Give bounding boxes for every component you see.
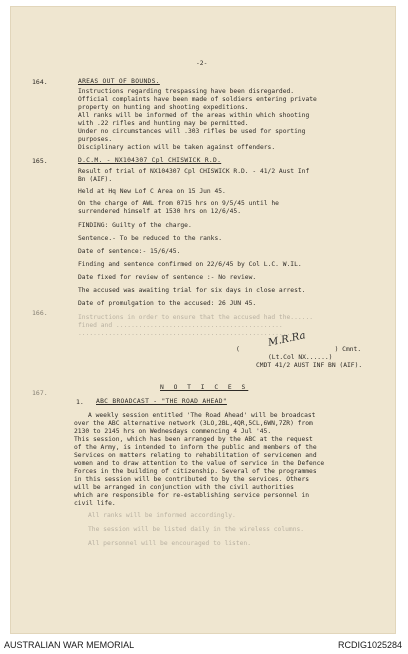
footer-institution: AUSTRALIAN WAR MEMORIAL <box>4 640 135 650</box>
body-line: Held at Hq New Lof C Area on 15 Jun 45. <box>78 188 226 195</box>
faded-line: All ranks will be informed accordingly. <box>88 512 236 519</box>
body-line: Result of trial of NX104307 Cpl CHISWICK R.D. - 41/2 Aust Inf <box>78 168 310 175</box>
faded-line: All personnel will be encouraged to listen. <box>88 540 252 547</box>
faded-line: Instructions in order to ensure that the accused had the...... <box>78 314 314 321</box>
signature-line-1: ( ) Cmnt. <box>236 346 362 353</box>
notice-line: over the ABC alternative network (3LO,2BL,4QR,5CL,6WN,7ZR) from <box>74 420 313 427</box>
body-line: Official complaints have been made of soldiers entering private <box>78 96 317 103</box>
signature-line-2: (Lt.Col NX......) <box>268 354 333 361</box>
notices-title: N O T I C E S <box>160 384 249 391</box>
notice-line: women and to draw attention to the value of service in the Defence <box>74 460 325 467</box>
body-line: Sentence.- To be reduced to the ranks. <box>78 235 223 242</box>
signature-line-3: CMDT 41/2 AUST INF BN (AIF). <box>256 362 363 369</box>
notice-line: of the Army, is intended to inform the public and members of the <box>74 444 317 451</box>
finding-line: FINDING: Guilty of the charge. <box>78 222 192 229</box>
notice-number-1: 1. <box>76 398 84 406</box>
faded-line: fined and ............................................ <box>78 322 283 329</box>
section-heading-dcm: D.C.M. - NX104307 Cpl CHISWICK R.D. <box>78 157 222 164</box>
body-line: Date of promulgation to the accused: 26 JUN 45. <box>78 300 257 307</box>
body-line: Under no circumstances will .303 rifles be used for sporting <box>78 128 306 135</box>
body-line: with .22 rifles and hunting may be permitted. <box>78 120 249 127</box>
body-line: The accused was awaiting trial for six days in close arrest. <box>78 287 306 294</box>
notice-line: A weekly session entitled 'The Road Ahead' will be broadcast <box>88 412 316 419</box>
notice-line: civil life. <box>74 500 116 507</box>
body-line: On the charge of AWL from 0715 hrs on 9/5/45 until he <box>78 200 279 207</box>
notice-line: 2130 to 2145 hrs on Wednesdays commencing 4 Jul '45. <box>74 428 272 435</box>
body-line: surrendered himself at 1530 hrs on 12/6/45. <box>78 208 242 215</box>
notice-line: This session, which has been arranged by the ABC at the request <box>74 436 313 443</box>
body-line: Bn (AIF). <box>78 176 113 183</box>
body-line: property on hunting and shooting expeditions. <box>78 104 249 111</box>
notice-line: Services on matters relating to rehabilitation of servicemen and <box>74 452 317 459</box>
body-line: Finding and sentence confirmed on 22/6/45 by Col L.C. W.IL. <box>78 261 302 268</box>
page-marker: -2- <box>196 60 208 67</box>
archive-footer <box>0 636 408 654</box>
body-line: Disciplinary action will be taken against offenders. <box>78 144 276 151</box>
body-line: Instructions regarding trespassing have been disregarded. <box>78 88 295 95</box>
notice-line: Forces in the building of citizenship. Several of the programmes <box>74 468 317 475</box>
faded-line: The session will be listed daily in the wireless columns. <box>88 526 305 533</box>
footer-record-id: RCDIG1025284 <box>337 640 402 650</box>
paragraph-number-164: 164. <box>32 78 48 86</box>
handwritten-signature: M.R.Ra <box>267 330 307 349</box>
notice-line: in this session will be contributed to by the services. Others <box>74 476 310 483</box>
body-line: Date fixed for review of sentence :- No review. <box>78 274 257 281</box>
body-line: All ranks will be informed of the areas within which shooting <box>78 112 310 119</box>
notice-heading-road-ahead: ABC BROADCAST - "THE ROAD AHEAD" <box>96 398 227 405</box>
body-line: purposes. <box>78 136 113 143</box>
paragraph-number-165: 165. <box>32 157 48 165</box>
paragraph-number-167: 167. <box>32 389 48 397</box>
notice-line: which are responsible for re-establishing service personnel in <box>74 492 310 499</box>
paragraph-number-166: 166. <box>32 309 48 317</box>
faded-line: ......................................................... <box>78 330 295 337</box>
notice-line: will be arranged in conjunction with the civil authorities <box>74 484 294 491</box>
body-line: Date of sentence:- 15/6/45. <box>78 248 181 255</box>
section-heading-areas-out-of-bounds: AREAS OUT OF BOUNDS. <box>78 78 160 85</box>
